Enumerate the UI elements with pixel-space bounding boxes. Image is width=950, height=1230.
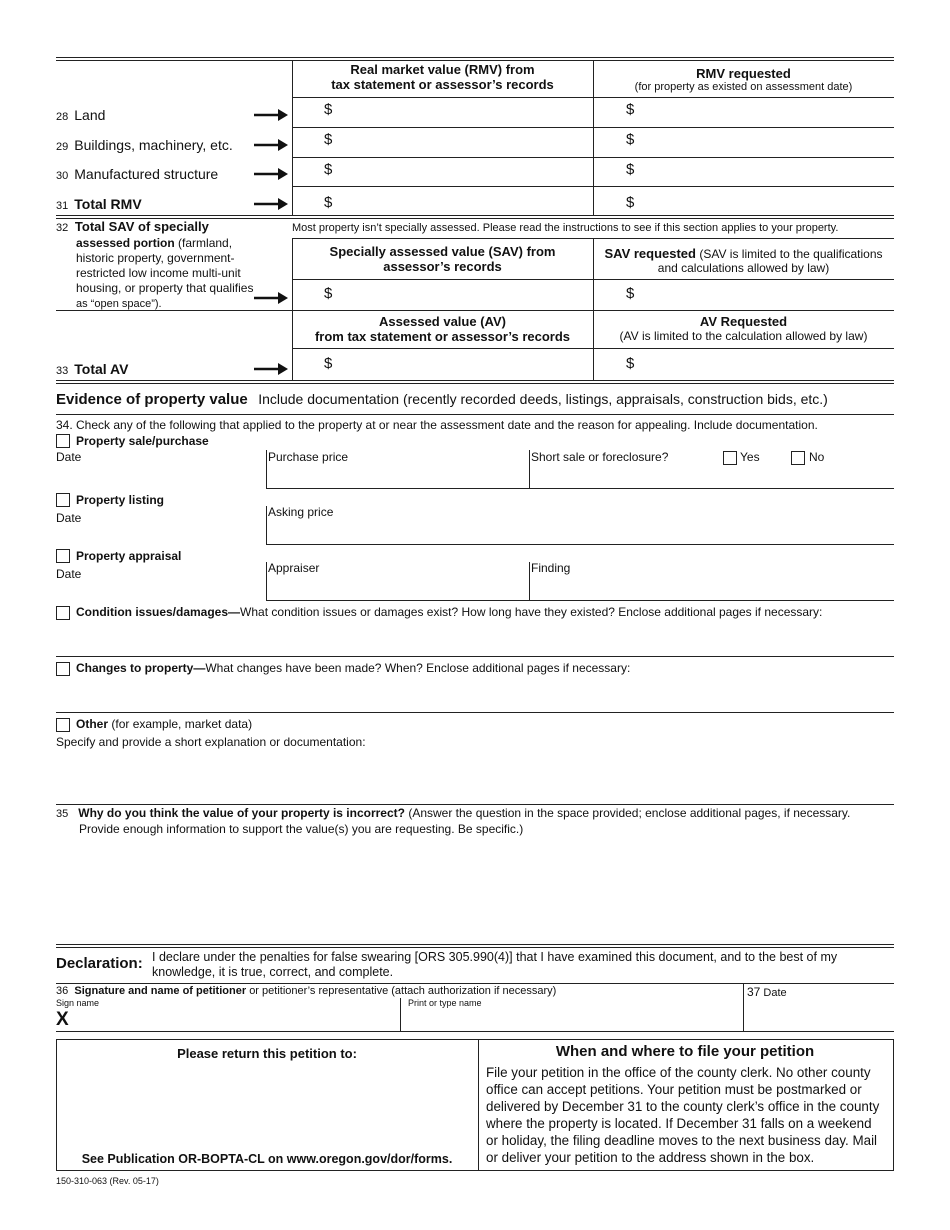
sav-col1-header: Specially assessed value (SAV) from assessor’s records [329,244,556,274]
manufactured-rmv-field[interactable]: $ [324,161,333,178]
sign-name-label: Sign name [56,998,100,1008]
q35-explanation-field[interactable]: 35 Why do you think the value of your property is incorrect? (Answer the question in the space provided; enclose additional pages, if necessary. Provide enough information to support the value(s) you are requesting. Be specific.) [56,806,851,836]
sav-label: 32 Total SAV of specially assessed portion (farmland, historic property, government- restricted low income multi-unit housing, or property that qualifies as “open space”). [56,219,254,310]
total-av-requested-field[interactable]: $ [626,355,635,372]
row-28-land: 28 Land [56,107,106,123]
filing-box-title: When and where to file your petition [555,1043,815,1060]
row-30-manufactured: 30 Manufactured structure [56,166,219,182]
signature-heading: 36 Signature and name of petitioner or petitioner’s representative (attach authorization if necessary) [56,985,557,997]
sale-date-field[interactable]: Date [56,450,82,464]
total-rmv-field[interactable]: $ [324,194,333,211]
arrow-icon [254,292,288,304]
land-rmv-requested-field[interactable]: $ [626,101,635,118]
date-field[interactable]: 37 Date [747,985,787,999]
short-sale-yes-checkbox[interactable] [723,451,737,465]
condition-issues-checkbox[interactable] [56,606,70,620]
evidence-instructions: 34. Check any of the following that applied to the property at or near the assessment date and the reason for appealing. Include documentation. [56,418,818,432]
buildings-rmv-requested-field[interactable]: $ [626,131,635,148]
av-col2-header: AV Requested (AV is limited to the calculation allowed by law) [619,314,868,343]
filing-box-text: File your petition in the office of the county clerk. No other county office can accept petitions. Your petition must be postmarked or delivered by December 31 to the county clerk’s office in the county where the property is located. If December 31 falls on a weekend or holiday, the filing deadline moves to the next business day. Mail or deliver your petition to the address shown in the box. [486,1065,880,1165]
buildings-rmv-field[interactable]: $ [324,131,333,148]
property-sale-label: Property sale/purchase [76,434,209,448]
purchase-price-field[interactable]: Purchase price [268,450,349,464]
property-appraisal-label: Property appraisal [76,549,182,563]
manufactured-rmv-requested-field[interactable]: $ [626,161,635,178]
changes-to-property-label: Changes to property—What changes have been made? When? Enclose additional pages if necessary: [76,661,631,675]
publication-note: See Publication OR-BOPTA-CL on www.oregon.gov/dor/forms. [81,1152,453,1166]
changes-to-property-checkbox[interactable] [56,662,70,676]
av-col1-header: Assessed value (AV) from tax statement or assessor’s records [314,314,571,344]
short-sale-no-label: No [809,450,825,464]
arrow-icon [254,198,288,210]
arrow-icon [254,139,288,151]
appraiser-field[interactable]: Appraiser [268,561,320,575]
short-sale-yes-label: Yes [740,450,760,464]
property-listing-label: Property listing [76,493,165,507]
row-33-total-av: 33 Total AV [56,361,129,377]
rmv-col2-header: RMV requested (for property as existed on assessment date) [634,66,853,93]
declaration-title: Declaration: [56,955,143,972]
rmv-col1-header: Real market value (RMV) from tax statement or assessor’s records [331,62,554,92]
evidence-heading: Evidence of property value Include documentation (recently recorded deeds, listings, appraisals, construction bids, etc.) [56,391,828,408]
declaration-text: I declare under the penalties for false swearing [ORS 305.990(4)] that I have examined this document, and to the best of my knowledge, it is true, correct, and complete. [152,950,838,979]
arrow-icon [254,168,288,180]
appraisal-date-field[interactable]: Date [56,567,82,581]
other-label: Other (for example, market data) [76,717,253,731]
sav-requested-field[interactable]: $ [626,285,635,302]
property-listing-checkbox[interactable] [56,493,70,507]
short-sale-no-checkbox[interactable] [791,451,805,465]
finding-field[interactable]: Finding [531,561,571,575]
form-number: 150-310-063 (Rev. 05-17) [56,1176,159,1186]
land-rmv-field[interactable]: $ [324,101,333,118]
row-29-buildings: 29 Buildings, machinery, etc. [56,137,233,153]
total-av-field[interactable]: $ [324,355,333,372]
arrow-icon [254,109,288,121]
short-sale-label: Short sale or foreclosure? [531,450,669,464]
print-name-field[interactable]: Print or type name [408,998,482,1008]
row-31-total-rmv: 31 Total RMV [56,196,142,212]
sav-field[interactable]: $ [324,285,333,302]
listing-date-field[interactable]: Date [56,511,82,525]
total-rmv-requested-field[interactable]: $ [626,194,635,211]
asking-price-field[interactable]: Asking price [268,505,334,519]
property-sale-checkbox[interactable] [56,434,70,448]
signature-field[interactable]: X [56,1009,69,1030]
condition-issues-label: Condition issues/damages—What condition issues or damages exist? How long have they existed? Enclose additional pages if necessary: [76,605,823,619]
sav-col2-header: SAV requested (SAV is limited to the qualifications and calculations allowed by law) [604,246,883,275]
arrow-icon [254,363,288,375]
sav-note: Most property isn’t specially assessed. Please read the instructions to see if this section applies to your property. [292,222,839,234]
property-appraisal-checkbox[interactable] [56,549,70,563]
return-box-title: Please return this petition to: [177,1046,357,1061]
other-specify-field[interactable]: Specify and provide a short explanation or documentation: [56,735,366,749]
other-checkbox[interactable] [56,718,70,732]
